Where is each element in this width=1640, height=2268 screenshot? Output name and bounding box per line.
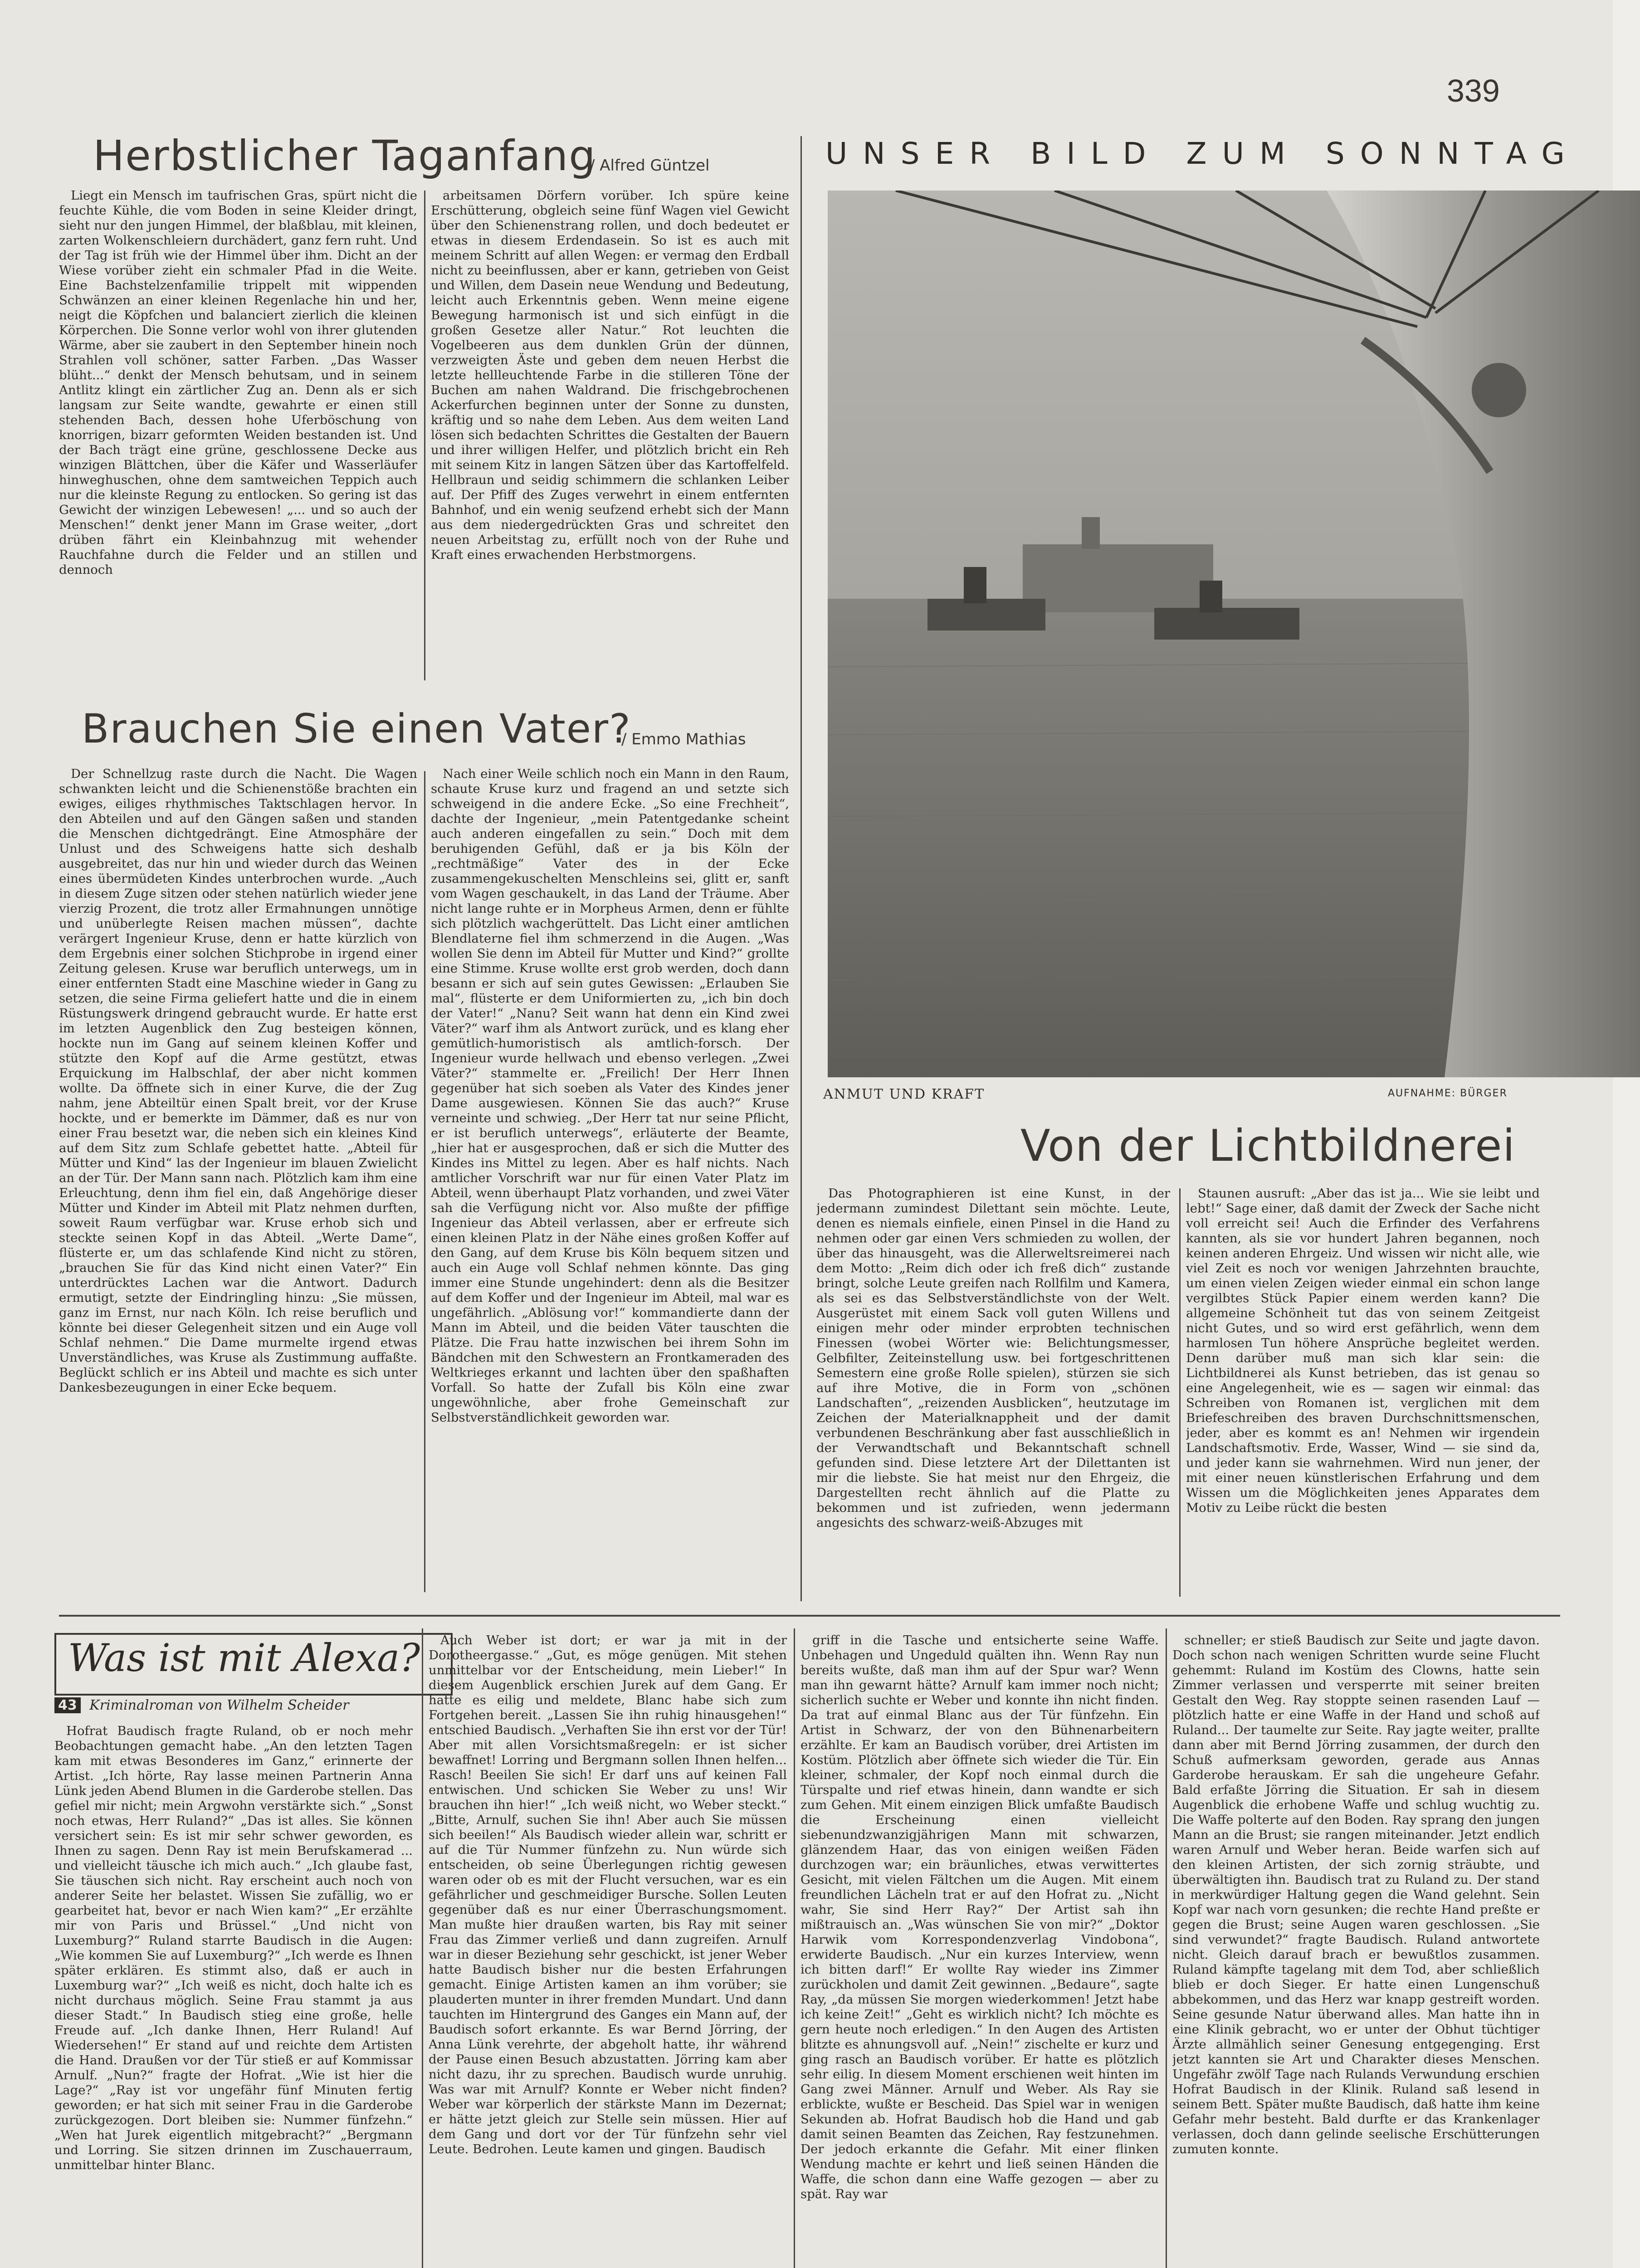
article3-column-2 [1186, 1186, 1540, 1603]
serial-title: Was ist mit Alexa? [68, 1636, 420, 1680]
harbor-photo [828, 191, 1640, 1077]
column-rule [424, 191, 425, 680]
column-rule [424, 771, 425, 1592]
article1-byline: / Alfred Güntzel [590, 156, 710, 175]
serial-column-2 [429, 1633, 787, 2268]
photo-rubric: UNSER BILD ZUM SONNTAG [825, 136, 1580, 171]
column-rule [1166, 1628, 1167, 2268]
serial-text-4: schneller; er stieß Baudisch zur Seite und jagte davon. Doch schon nach wenigen Schritten wurde seine Flucht gehemmt: Ruland im Kostüm des Clowns, hatte sein Zimmer verlassen und versperrte mit seiner breiten Gestalt den Weg. Ray stoppte seinen rasenden Lauf — plötzlich hatte er eine Waffe in der Hand und schoß auf Ruland... Der taumelte zur Seite. Ray jagte weiter, prallte dann aber mit Bernd Jörring zusammen, der durch den Schuß aufmerksam geworden, gerade aus Annas Garderobe herauskam. Er sah die ungeheure Gefahr. Bald erfaßte Jörring die Situation. Er sah in diesem Augenblick die erhobene Waffe und schlug wuchtig zu. Die Waffe polterte auf den Boden. Ray sprang den jungen Mann an die Brust; sie rangen miteinander. Jetzt endlich waren Arnulf und Weber heran. Beide warfen sich auf den kleinen Artisten, der sich zornig sträubte, und überwältigten ihn. Baudisch trat zu Ruland zu. Der stand in merkwürdiger Haltung gegen die Wand gelehnt. Sein Kopf war nach vorn gesunken; die rechte Hand preßte er gegen die Brust; seine Augen waren geschlossen. „Sie sind verwundet?“ fragte Baudisch. Ruland antwortete nicht. Gleich darauf brach er bewußtlos zusammen. Ruland kämpfte tagelang mit dem Tod, aber schließlich blieb er doch Sieger. Er hatte einen Lungenschuß abbekommen, und das Herz war knapp gestreift worden. Seine gesunde Natur überwand alles. Man hatte ihn in eine Klinik gebracht, wo er unter der Obhut tüchtiger Ärzte allmählich seiner Genesung entgegenging. Erst jetzt kannten sie Art und Charakter dieses Menschen. Ungefähr zwölf Tage nach Rulands Verwundung erschien Hofrat Baudisch in der Klinik. Ruland saß lesend in seinem Bett. Später mußte Baudisch, daß hatte ihm keine Gefahr mehr besteht. Bald durfte er das Krankenlager verlassen, doch dann gelinde seelische Erschütterungen zumuten konnte. [1172, 1633, 1540, 2156]
ship-bow-photo-image [828, 191, 1640, 1077]
article3-text-2: Staunen ausruft: „Aber das ist ja... Wie sie leibt und lebt!“ Sage einer, daß damit der Zweck der Sache nicht voll erreicht sei! Auch die Erfinder des Verfahrens kannten, als sie vor hundert Jahren begannen, noch keinen anderen Ehrgeiz. Und wissen wir nicht alle, wie viel Zeit es noch vor wenigen Jahrzehnten brauchte, um einen vielen Zeigen wieder einmal ein schon lange vergilbtes Stück Papier einem werden kann? Die allgemeine Schönheit tut das von seinem Zeitgeist nicht Gutes, und so wird erst gefährlich, wenn dem harmlosen Tun höhere Ansprüche begleitet werden. Denn darüber muß man sich klar sein: die Lichtbildnerei als Kunst betrieben, das ist genau so eine Angelegenheit, wie es — sagen wir einmal: das Schreiben von Romanen ist, verglichen mit dem Briefeschreiben des braven Durchschnittsmenschen, jeder, aber es kommt es an! Nehmen wir irgendein Landschaftsmotiv. Erde, Wasser, Wind — sie sind da, und jeder kann sie wahrnehmen. Wird nun jener, der mit einer neuen künstlerischen Erfahrung und dem Wissen um die Möglichkeiten jenes Apparates dem Motiv zu Leibe rückt die besten [1186, 1186, 1540, 1515]
article2-column-2 [431, 767, 789, 1601]
serial-text-1: Hofrat Baudisch fragte Ruland, ob er noch mehr Beobachtungen gemacht habe. „An den letzten Tagen kam mit etwas Besonderes im Ganz,“ erinnerte der Artist. „Ich hörte, Ray lasse meinen Partnerin Anna Lünk jeden Abend Blumen in die Garderobe stellen. Das gefiel mir nicht; mein Argwohn verstärkte sich.“ „Sonst noch etwas, Herr Ruland?“ „Das ist alles. Sie können versichert sein: Es ist mir sehr schwer geworden, es Ihnen zu sagen. Denn Ray ist mein Berufskamerad ... und vielleicht täusche ich mich auch.“ „Ich glaube fast, Sie täuschen sich nicht. Ray erscheint auch noch von anderer Seite her belastet. Wissen Sie zufällig, wo er gearbeitet hat, bevor er nach Wien kam?“ „Er erzählte mir von Paris und Brüssel.“ „Und nicht von Luxemburg?“ Ruland starrte Baudisch in die Augen: „Wie kommen Sie auf Luxemburg?“ „Ich werde es Ihnen später erklären. Es stimmt also, daß er auch in Luxemburg war?“ „Ich weiß es nicht, doch halte ich es nicht durchaus möglich. Seine Frau stammt ja aus dieser Stadt.“ In Baudisch stieg eine große, helle Freude auf. „Ich danke Ihnen, Herr Ruland! Auf Wiedersehen!“ Er stand auf und reichte dem Artisten die Hand. Draußen vor der Tür stieß er auf Kommissar Arnulf. „Nun?“ fragte der Hofrat. „Wie ist hier die Lage?“ „Ray ist vor ungefähr fünf Minuten fertig geworden; er hat sich mit seiner Frau in die Garderobe zurückgezogen. Dort bleiben sie: Nummer fünfzehn.“ „Wen hat Jurek eigentlich mitgebracht?“ „Bergmann und Lorring. Sie sitzen drinnen im Zuschauerraum, unmittelbar hinter Blanc. [54, 1724, 413, 2172]
serial-text-3: griff in die Tasche und entsicherte seine Waffe. Unbehagen und Ungeduld quälten ihn. Wenn Ray nun bereits wußte, daß man ihm auf der Spur war? Wenn man ihn gewarnt hätte? Arnulf kam immer noch nicht; sicherlich suchte er Weber und konnte ihn nicht finden. Da trat auf einmal Blanc aus der Tür fünfzehn. Ein Artist in Schwarz, der von den Bühnenarbeitern erzählte. Er kam an Baudisch vorüber, drei Artisten im Kostüm. Plötzlich aber öffnete sich wieder die Tür. Ein kleiner, schmaler, der Kopf noch einmal durch die Türspalte und rief etwas hinein, dann wandte er sich zum Gehen. Mit einem einzigen Blick umfaßte Baudisch die Erscheinung einen vielleicht siebenundzwanzigjährigen Mann mit schwarzen, glänzendem Haar, das von einigen weißen Fäden durchzogen war; ein bräunliches, etwas verwittertes Gesicht, mit vielen Fältchen um die Augen. Mit einem freundlichen Lächeln trat er auf den Hofrat zu. „Nicht wahr, Sie sind Herr Ray?“ Der Artist sah ihn mißtrauisch an. „Was wünschen Sie von mir?“ „Doktor Harwik vom Korrespondenzverlag Vindobona“, erwiderte Baudisch. „Nur ein kurzes Interview, wenn ich bitten darf!“ Er wollte Ray wieder ins Zimmer zurückholen und damit Zeit gewinnen. „Bedaure“, sagte Ray, „da müssen Sie morgen wiederkommen! Jetzt habe ich keine Zeit!“ „Geht es wirklich nicht? Ich möchte es gern heute noch erledigen.“ In den Augen des Artisten blitzte es ahnungsvoll auf. „Nein!“ zischelte er kurz und ging rasch an Baudisch vorüber. Er hatte es plötzlich sehr eilig. In diesem Moment erschienen weit hinten im Gang zwei Männer. Arnulf und Weber. Als Ray sie erblickte, wußte er Bescheid. Das Spiel war in wenigen Sekunden ab. Hofrat Baudisch hob die Hand und gab damit seinen Beamten das Zeichen, Ray festzunehmen. Der jedoch erkannte die Gefahr. Mit einer flinken Wendung machte er kehrt und ließ seinen Händen die Waffe, die schon dann eine Waffe gezogen — aber zu spät. Ray war [800, 1633, 1159, 2201]
article2-byline: / Emmo Mathias [621, 730, 746, 748]
column-rule [422, 1628, 423, 2268]
serial-column-4 [1172, 1633, 1540, 2268]
serial-column-3 [800, 1633, 1159, 2268]
column-rule [1179, 1188, 1181, 1597]
article2-title: Brauchen Sie einen Vater? [82, 705, 631, 752]
page-number: 339 [1447, 73, 1500, 108]
harbor-buildings [1023, 544, 1213, 612]
article3-title: Von der Lichtbildnerei [1020, 1120, 1516, 1171]
serial-subtitle-line [54, 1697, 349, 1713]
column-rule [794, 1628, 795, 2268]
serial-column-1 [54, 1724, 413, 2268]
photo-caption: ANMUT UND KRAFT [823, 1086, 985, 1102]
column-rule [800, 136, 802, 1601]
article3-column-1 [816, 1186, 1170, 1603]
article1-text-2: arbeitsamen Dörfern vorüber. Ich spüre keine Erschütterung, obgleich seine fünf Wagen viel Gewicht über den Schienenstrang rollen, und doch bedeutet er etwas in diesem Erdendasein. So ist es auch mit meinem Schritt auf allen Wegen: er vermag den Erdball nicht zu beeinflussen, aber er kann, getrieben von Geist und Willen, dem Dasein neue Wendung und Bedeutung, leicht auch Erkenntnis geben. Wenn meine eigene Bewegung harmonisch ist und sich einfügt in die großen Gesetze aller Natur.“ Rot leuchten die Vogelbeeren aus dem dunklen Grün der dünnen, verzweigten Äste und geben dem neuen Herbst die letzte hellleuchtende Farbe in die stilleren Töne der Buchen am nahen Waldrand. Die frischgebrochenen Ackerfurchen beginnen unter der Sonne zu dunsten, kräftig und so nahe dem Leben. Aus dem weiten Land lösen sich bedachten Schrittes die Gestalten der Bauern und ihrer willigen Helfer, und plötzlich bricht ein Reh mit seinem Kitz in langen Sätzen über das Kartoffelfeld. Hellbraun und seidig schimmern die schlanken Leiber auf. Der Pfiff des Zuges verwehrt in einem entfernten Bahnhof, und ein wenig seufzend erhebt sich der Mann aus dem niedergedrückten Gras und schreitet den neuen Arbeitstag zu, erfüllt noch von der Ruhe und Kraft eines erwachenden Herbstmorgens. [431, 188, 789, 562]
photo-credit: AUFNAHME: BÜRGER [1388, 1088, 1508, 1099]
tugboat [927, 599, 1045, 631]
serial-subtitle: Kriminalroman von Wilhelm Scheider [89, 1697, 349, 1713]
article1-column-1 [59, 188, 417, 687]
article1-text-1: Liegt ein Mensch im taufrischen Gras, spürt nicht die feuchte Kühle, die vom Boden in seine Kleider dringt, sieht nur den jungen Himmel, der blaßblau, mit kleinen, zarten Wolkenschleiern durchädert, ganz fern ruht. Und der Tag ist früh wie der Himmel über ihm. Dicht an der Wiese vorüber zieht ein schmaler Pfad in die Weite. Eine Bachstelzenfamilie trippelt mit wippenden Schwänzen an einer kleinen Regenlache hin und her, neigt die Köpfchen und balanciert zierlich die kleinen Körperchen. Die Sonne verlor wohl von ihrer glutenden Wärme, aber sie zaubert in den September hinein noch Strahlen voll schöner, satter Farben. „Das Wasser blüht...“ denkt der Mensch behutsam, und in seinem Antlitz klingt ein zärtlicher Zug an. Denn als er sich langsam zur Seite wandte, gewahrte er einen still stehenden Bach, dessen hohe Uferböschung von knorrigen, bizarr geformten Weiden bestanden ist. Und der Bach trägt eine grüne, geschlossene Decke aus winzigen Blättchen, über die Käfer und Wasserläufer hinweghuschen, ohne dem samtweichen Teppich auch nur die kleinste Regung zu entlocken. So gering ist das Gewicht der winzigen Lebewesen! „... und so auch der Menschen!“ denkt jener Mann im Grase weiter, „dort drüben fährt ein Kleinbahnzug mit wehender Rauchfahne durch die Felder und an stillen und dennoch [59, 188, 417, 577]
anchor [1472, 363, 1526, 417]
article2-text-2: Nach einer Weile schlich noch ein Mann in den Raum, schaute Kruse kurz und fragend an und setzte sich schweigend in die andere Ecke. „So eine Frechheit“, dachte der Ingenieur, „mein Patentgedanke scheint auch anderen eingefallen zu sein.“ Doch mit dem beruhigenden Gefühl, daß er ja bis Köln der „rechtmäßige“ Vater des in der Ecke zusammengekuschelten Menschleins sei, glitt er, sanft vom Wagen geschaukelt, in das Land der Träume. Aber nicht lange ruhte er in Morpheus Armen, denn er fühlte sich plötzlich wachgerüttelt. Das Licht einer amtlichen Blendlaterne fiel ihm schmerzend in die Augen. „Was wollen Sie denn im Abteil für Mutter und Kind?“ grollte eine Stimme. Kruse wollte erst grob werden, doch dann besann er sich auf sein gutes Gewissen: „Erlauben Sie mal“, flüsterte er dem Uniformierten zu, „ich bin doch der Vater!“ „Nanu? Seit wann hat denn ein Kind zwei Väter?“ warf ihm als Antwort zurück, und es klang eher gemütlich-humoristisch als amtlich-forsch. Der Ingenieur wurde hellwach und ebenso verlegen. „Zwei Väter?“ stammelte er. „Freilich! Der Herr Ihnen gegenüber hat sich soeben als Vater des Kindes jener Dame ausgewiesen. Können Sie das auch?“ Kruse verneinte und schwieg. „Der Herr tat nur seine Pflicht, er ist beruflich unterwegs“, erläuterte der Beamte, „hier hat er ausgesprochen, daß er sich die Mutter des Kindes ins Mittel zu legen. Aber es half nichts. Nach amtlicher Vorschrift war nur für einen Vater Platz im Abteil, wenn überhaupt Platz vorhanden, und zwei Väter sah die Verfügung nicht vor. Also mußte der pfiffige Ingenieur das Abteil verlassen, aber er erfreute sich einen kleinen Platz in der Nähe eines großen Koffer auf den Gang, auf dem Kruse bis Köln bequem sitzen und auch ein Auge voll Schlaf nehmen könnte. Das ging immer eine Stunde ungehindert: denn als die Besitzer auf dem Koffer und der Ingenieur im Abteil, mal war es ungefährlich. „Ablösung vor!“ kommandierte dann der Mann im Abteil, und die beiden Väter tauschten die Plätze. Die Frau hatte inzwischen bei ihrem Sohn im Bändchen mit den Schwestern an Frontkameraden des Weltkrieges erkannt und lachten über den spaßhaften Vorfall. So hatte der Zufall bis Köln eine zwar ungewöhnliche, aber frohe Gemeinschaft zur Selbstverständlichkeit geworden war. [431, 767, 789, 1425]
section-divider [59, 1615, 1560, 1617]
tugboat [1154, 608, 1299, 640]
serial-installment-number: 43 [54, 1697, 81, 1713]
article3-text-1: Das Photographieren ist eine Kunst, in der jedermann zumindest Dilettant sein möchte. Leute, denen es niemals einfiele, einen Pinsel in die Hand zu nehmen oder gar einen Vers schmieden zu wollen, der über das hinausgeht, was die Allerweltsreimerei nach dem Motto: „Reim dich oder ich freß dich“ zustande bringt, solche Leute greifen nach Rollfilm und Kamera, als sei es das Selbstverständlichste von der Welt. Ausgerüstet mit einem Sack voll guten Willens und einigen mehr oder minder erprobten technischen Finessen (wobei Wörter wie: Belichtungsmesser, Gelbfilter, Zeiteinstellung usw. bei fortgeschrittenen Semestern eine große Rolle spielen), stürzen sie sich auf ihre Motive, die in Form von „schönen Landschaften“, „reizenden Ausblicken“, heutzutage im Zeichen der Materialknappheit und der damit verbundenen Beschränkung aber fast ausschließlich in der Verwandtschaft und Bekanntschaft schnell gefunden sind. Diese letztere Art der Dilettanten ist mir die liebste. Sie hat meist nur den Ehrgeiz, die Dargestellten recht ähnlich auf die Platte zu bekommen und ist zufrieden, wenn jedermann angesichts des schwarz-weiß-Abzuges mit [816, 1186, 1170, 1530]
article1-column-2 [431, 188, 789, 687]
article2-column-1 [59, 767, 417, 1601]
serial-text-2: Auch Weber ist dort; er war ja mit in der Dorotheergasse.“ „Gut, es möge genügen. Mit stehen unmittelbar vor der Entscheidung, mein Lieber!“ In diesem Augenblick erschien Jurek auf dem Gang. Er hatte es eilig und meldete, Blanc habe sich zum Fortgehen bereit. „Lassen Sie ihn ruhig hinausgehen!“ entschied Baudisch. „Verhaften Sie ihn erst vor der Tür! Aber mit allen Vorsichtsmaßregeln: er ist sicher bewaffnet! Lorring und Bergmann sollen Ihnen helfen... Rasch! Beeilen Sie sich! Er darf uns auf keinen Fall entwischen. Und schicken Sie Weber zu uns! Wir brauchen ihn hier!“ „Ich weiß nicht, wo Weber steckt.“ „Bitte, Arnulf, suchen Sie ihn! Aber auch Sie müssen sich beeilen!“ Als Baudisch wieder allein war, schritt er auf die Tür Nummer fünfzehn zu. Nun würde sich entscheiden, ob seine Überlegungen richtig gewesen waren oder ob es mit der Flucht versuchen, war es ein gefährlicher und geschmeidiger Bursche. Sollen Leuten gegenüber daß es nur einer Überraschungsmoment. Man mußte hier draußen warten, bis Ray mit seiner Frau das Zimmer verließ und dann zugreifen. Arnulf war in dieser Beziehung sehr geschickt, ist jener Weber hatte Baudisch bisher nur die besten Erfahrungen gemacht. Einige Artisten kamen an ihm vorüber; sie plauderten munter in ihrer fremden Mundart. Und dann tauchten im Hintergrund des Ganges ein Mann auf, der Baudisch sofort erkannte. Es war Bernd Jörring, der Anna Lünk verehrte, der abgeholt hatte, ihr während der Pause einen Besuch abzustatten. Jörring kam aber nicht dazu, ihr zu sprechen. Baudisch wurde unruhig. Was war mit Arnulf? Konnte er Weber nicht finden? Weber war körperlich der stärkste Mann im Dezernat; er hätte jetzt gleich zur Stelle sein müssen. Hier auf dem Gang und dort vor der Tür fünfzehn sehr viel Leute. Bedrohen. Leute kamen und gingen. Baudisch [429, 1633, 787, 2156]
article2-text-1: Der Schnellzug raste durch die Nacht. Die Wagen schwankten leicht und die Schienenstöße brachten ein ewiges, eiliges rhythmisches Taktschlagen hervor. In den Abteilen und auf den Gängen saßen und standen die Menschen dichtgedrängt. Eine Atmosphäre der Unlust und des Schweigens hatte sich deshalb ausgebreitet, das nur hin und wieder durch das Weinen eines übermüdeten Kindes unterbrochen wurde. „Auch in diesem Zuge sitzen oder stehen natürlich wieder jene vierzig Prozent, die trotz aller Ermahnungen unnötige und unüberlegte Reisen machen müssen“, dachte verärgert Ingenieur Kruse, denn er hatte kürzlich von dem Ergebnis einer solchen Stichprobe in irgend einer Zeitung gelesen. Kruse war beruflich unterwegs, um in einer entfernten Stadt eine Maschine wieder in Gang zu setzen, die seine Firma geliefert hatte und die in einem Rüstungswerk dringend gebraucht wurde. Er hatte erst im letzten Augenblick den Zug besteigen können, hockte nun im Gang auf seinem kleinen Koffer und stützte den Kopf auf die Arme gestützt, etwas Erquickung im Halbschlaf, der aber nicht kommen wollte. Da öffnete sich in einer Kurve, die der Zug nahm, jene Abteiltür einen Spalt breit, vor der Kruse hockte, und er bemerkte im Dämmer, daß es nur von einer Frau besetzt war, die neben sich ein kleines Kind auf dem Sitz zum Schlafe gebettet hatte. „Abteil für Mütter und Kind“ las der Ingenieur im blauen Zwielicht an der Tür. Der Mann sann nach. Plötzlich kam ihm eine Erleuchtung, denn ihm fiel ein, daß Angehörige dieser Mütter und Kinder im Abteil mit Platz nehmen durften, soweit Raum verfügbar war. Kruse erhob sich und steckte seinen Kopf in das Abteil. „Werte Dame“, flüsterte er, um das schlafende Kind nicht zu stören, „brauchen Sie für das Kind nicht einen Vater?“ Ein unterdrücktes Lachen war die Antwort. Dadurch ermutigt, setzte der Eindringling hinzu: „Sie müssen, ganz im Ernst, nur nach Köln. Ich reise beruflich und könnte bei dieser Gelegenheit sitzen und ein Auge voll Schlaf nehmen.“ Die Dame murmelte irgend etwas Unverständliches, was Kruse als Zustimmung auffaßte. Beglückt schlich er ins Abteil und machte es sich unter Dankesbezeugungen in einer Ecke bequem. [59, 767, 417, 1395]
article1-title: Herbstlicher Taganfang [93, 132, 596, 180]
